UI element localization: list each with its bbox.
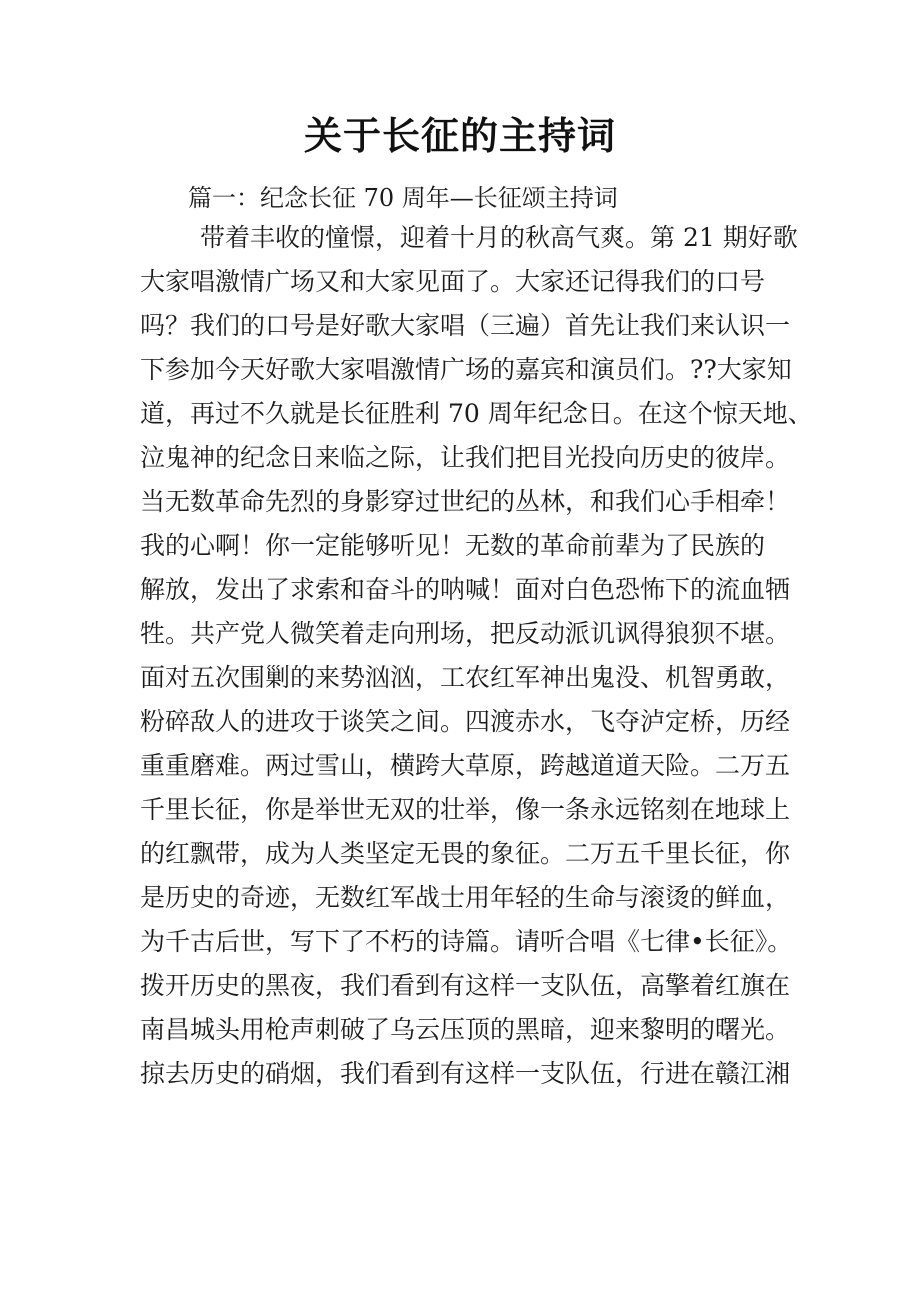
- text-line: 大家唱激情广场又和大家见面了。大家还记得我们的口号: [140, 267, 766, 296]
- text-line: 的红飘带，成为人类坚定无畏的象征。二万五千里长征，你: [140, 839, 791, 868]
- text-line: 拨开历史的黑夜，我们看到有这样一支队伍，高擎着红旗在: [140, 971, 791, 1000]
- text-line: 南昌城头用枪声刺破了乌云压顶的黑暗，迎来黎明的曙光。: [140, 1015, 791, 1044]
- text-line: 面对五次围剿的来势汹汹，工农红军神出鬼没、机智勇敢，: [140, 663, 791, 692]
- text-line: 牲。共产党人微笑着走向刑场，把反动派讥讽得狼狈不堪。: [140, 619, 791, 648]
- text-line: 带着丰收的憧憬，迎着十月的秋高气爽。第 21 期好歌: [200, 223, 798, 252]
- text-line: 粉碎敌人的进攻于谈笑之间。四渡赤水，飞夺泸定桥，历经: [140, 707, 791, 736]
- text-line: 当无数革命先烈的身影穿过世纪的丛林，和我们心手相牵！: [140, 487, 791, 516]
- text-line: 重重磨难。两过雪山，横跨大草原，跨越道道天险。二万五: [140, 751, 791, 780]
- text-line: 泣鬼神的纪念日来临之际，让我们把目光投向历史的彼岸。: [140, 443, 791, 472]
- text-line: 我的心啊！你一定能够听见！无数的革命前辈为了民族的: [140, 531, 766, 560]
- text-line: 下参加今天好歌大家唱激情广场的嘉宾和演员们。??大家知: [140, 355, 792, 384]
- text-line: 掠去历史的硝烟，我们看到有这样一支队伍，行进在赣江湘: [140, 1059, 791, 1088]
- text-line: 解放，发出了求索和奋斗的呐喊！面对白色恐怖下的流血牺: [140, 575, 791, 604]
- section-heading: 篇一：纪念长征 70 周年—长征颂主持词: [188, 184, 618, 212]
- page-title: 关于长征的主持词: [303, 113, 616, 158]
- text-line: 是历史的奇迹，无数红军战士用年轻的生命与滚烫的鲜血，: [140, 883, 791, 912]
- text-line: 吗？我们的口号是好歌大家唱（三遍）首先让我们来认识一: [140, 311, 791, 340]
- text-line: 千里长征，你是举世无双的壮举，像一条永远铭刻在地球上: [140, 795, 791, 824]
- text-line: 道，再过不久就是长征胜利 70 周年纪念日。在这个惊天地、: [140, 399, 813, 428]
- text-line: 为千古后世，写下了不朽的诗篇。请听合唱《七律•长征》。: [140, 927, 793, 956]
